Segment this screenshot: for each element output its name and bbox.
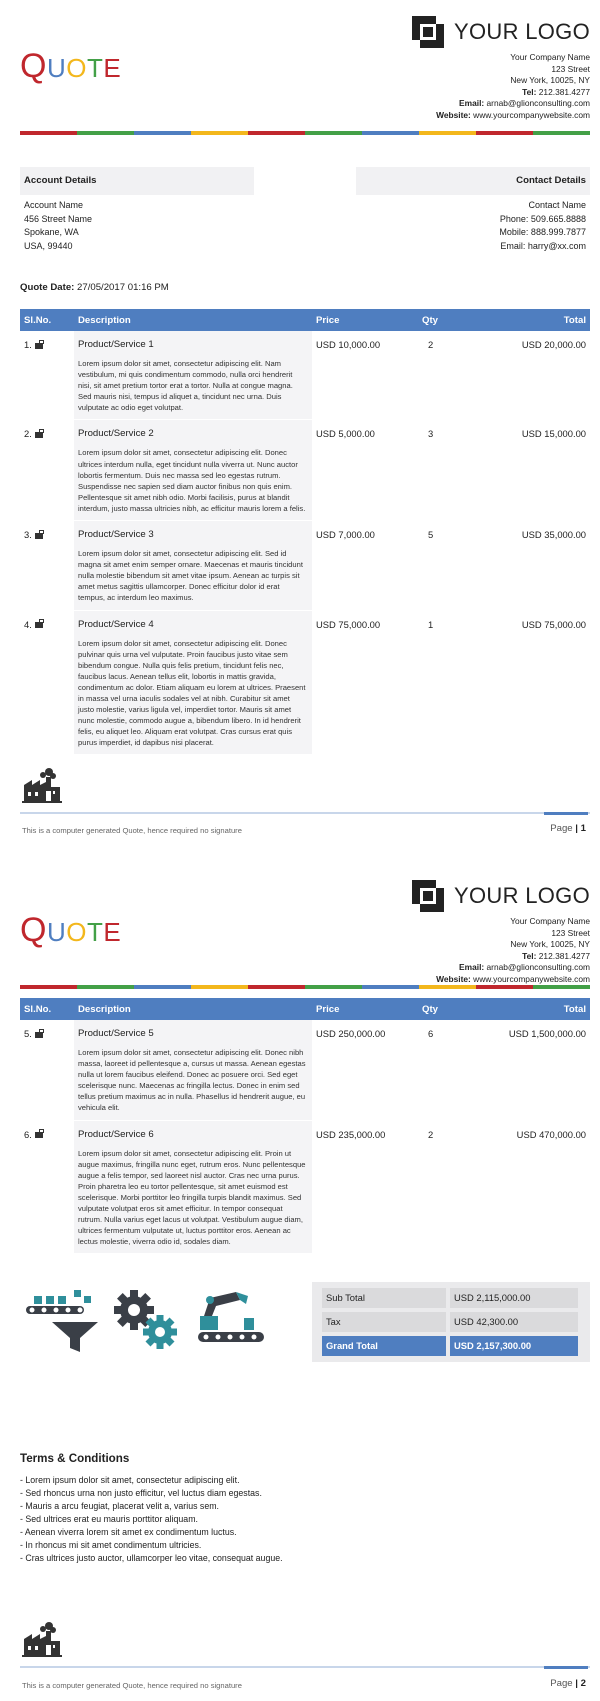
item-text: Lorem ipsum dolor sit amet, consectetur adipiscing elit. Proin ut augue maximus, fringilla nunc eget, rutrum eros. Nunc pellentesque augue a felis tempor, sed laoreet nisl auctor. Cras nec urna purus. Proin pharetra leo eu tortor pellentesque, sit amet euismod est scelerisque. Morbi porttitor leo fringilla turpis blandit maximus. Sed vulputate volutpat eros sit amet efficitur. In tempor consequat rutrum. Nulla varius eget lacus ut volutpat. Vestibulum augue diam, ultrices fermentum vulputate ut, luctus porttitor eros. Aenean ac lectus molestie, viverra odio id, sodales diam. xyxy=(78,1148,306,1247)
subtotal-row xyxy=(322,1288,580,1308)
terms-item: - Sed ultrices erat eu mauris porttitor aliquam. xyxy=(20,1514,198,1524)
table-row xyxy=(20,331,590,420)
company-email: Email: arnab@glionconsulting.com xyxy=(459,962,590,972)
col-total: Total xyxy=(494,998,590,1020)
subtotal-value: USD 2,115,000.00 xyxy=(450,1288,578,1308)
footer-note: This is a computer generated Quote, hence required no signature xyxy=(22,1681,242,1690)
item-name: Product/Service 2 xyxy=(78,428,154,440)
company-city: New York, 10025, NY xyxy=(510,939,590,949)
contact-details xyxy=(356,167,590,253)
company-email: Email: arnab@glionconsulting.com xyxy=(459,98,590,108)
quote-date: Quote Date: 27/05/2017 01:16 PM xyxy=(20,282,169,293)
account-country: USA, 99440 xyxy=(24,240,73,251)
item-total: USD 20,000.00 xyxy=(494,331,590,420)
contact-phone: Phone: 509.665.8888 xyxy=(499,213,586,224)
quote-title-letter: T xyxy=(86,53,104,83)
color-divider-segment xyxy=(20,985,77,989)
item-price: USD 5,000.00 xyxy=(312,420,418,521)
account-name: Account Name xyxy=(24,200,84,210)
table-header-row xyxy=(20,309,590,331)
contact-mobile: Mobile: 888.999.7877 xyxy=(499,227,586,237)
account-details xyxy=(20,167,254,253)
company-street: 123 Street xyxy=(551,63,590,74)
factory-icon xyxy=(22,767,62,803)
company-logo xyxy=(410,14,590,50)
footer-note: This is a computer generated Quote, hence required no signature xyxy=(22,826,242,835)
item-text: Lorem ipsum dolor sit amet, consectetur adipiscing elit. Sed id magna sit amet enim semper ornare. Maecenas et mauris tincidunt nulla molestie bibendum sit amet vitae ipsum. Aenean ac turpis sit amet metus sagittis ullamcorper. Donec efficitur dolor id erat tempus, ac interdum leo maximus. xyxy=(78,549,303,603)
company-logo xyxy=(410,878,590,914)
item-description xyxy=(74,521,312,610)
tax-label: Tax xyxy=(322,1312,446,1332)
color-divider-segment xyxy=(191,131,248,135)
item-name: Product/Service 4 xyxy=(78,618,154,630)
item-name: Product/Service 5 xyxy=(78,1028,154,1039)
terms-conditions xyxy=(20,1452,580,1565)
color-divider xyxy=(20,985,590,989)
quote-title-letter: Q xyxy=(20,911,47,949)
color-divider-segment xyxy=(248,131,305,135)
item-price: USD 75,000.00 xyxy=(312,610,418,755)
briefcase-icon xyxy=(35,622,43,628)
terms-item: - In rhoncus mi sit amet condimentum ultricies. xyxy=(20,1540,202,1550)
item-total: USD 1,500,000.00 xyxy=(494,1020,590,1120)
col-description: Description xyxy=(74,998,312,1020)
item-total: USD 35,000.00 xyxy=(494,521,590,610)
color-divider-segment xyxy=(362,985,419,989)
color-divider-segment xyxy=(305,131,362,135)
contact-name: Contact Name xyxy=(528,200,586,210)
item-description xyxy=(74,610,312,755)
account-street: 456 Street Name xyxy=(24,213,93,224)
item-description xyxy=(74,420,312,521)
item-name: Product/Service 6 xyxy=(78,1128,154,1140)
color-divider xyxy=(20,131,590,135)
color-divider-segment xyxy=(362,131,419,135)
page-number: Page | 2 xyxy=(550,1678,586,1689)
item-text: Lorem ipsum dolor sit amet, consectetur adipiscing elit. Donec pulvinar quis urna vel vulputate. Proin faucibus justo vitae sem bibendum congue. Nulla quis felis pretium, tincidunt felis nec, faucibus lacus. Aenean tellus elit, lobortis in mattis gravida, condimentum ac dolor. Etiam aliquam eu lorem at ultrices. Praesent in massa vel urna iaculis sodales vel at nibh. Curabitur sit amet justo molestie, varius ligula vel, imperdiet tortor. Mauris sit amet nunc molestie, commodo augue a, bibendum libero. In id hendrerit felis, eu aliquet leo. Aliquam erat volutpat. Cras cursus erat quis purus imperdiet, id dapibus nisi placerat. xyxy=(78,638,306,748)
item-qty: 1 xyxy=(418,610,494,755)
col-total: Total xyxy=(494,309,590,331)
color-divider-segment xyxy=(134,131,191,135)
terms-item: - Aenean viverra lorem sit amet ex condimentum luctus. xyxy=(20,1527,237,1537)
account-details-lines xyxy=(20,195,254,253)
terms-list xyxy=(20,1474,580,1565)
item-sl: 2. xyxy=(20,420,74,521)
color-divider-segment xyxy=(419,985,476,989)
logo-mark-icon xyxy=(410,14,446,50)
logo-mark-icon xyxy=(410,878,446,914)
footer-line xyxy=(20,812,590,814)
col-sl: Sl.No. xyxy=(20,309,74,331)
col-description: Description xyxy=(74,309,312,331)
footer-page-bar xyxy=(544,812,588,815)
col-qty: Qty xyxy=(418,998,494,1020)
color-divider-segment xyxy=(476,985,533,989)
items-table-page-2 xyxy=(20,998,590,1254)
table-row xyxy=(20,1020,590,1120)
company-name: Your Company Name xyxy=(510,916,590,926)
quote-title-letter: T xyxy=(86,917,104,947)
items-table-page-1 xyxy=(20,309,590,755)
color-divider-segment xyxy=(419,131,476,135)
page-number: Page | 1 xyxy=(550,823,586,834)
color-divider-segment xyxy=(191,985,248,989)
grand-total-value: USD 2,157,300.00 xyxy=(450,1336,578,1356)
item-total: USD 15,000.00 xyxy=(494,420,590,521)
quote-page-1 xyxy=(0,0,600,850)
item-description xyxy=(74,1120,312,1254)
company-name: Your Company Name xyxy=(510,52,590,62)
table-row xyxy=(20,420,590,521)
item-price: USD 250,000.00 xyxy=(312,1020,418,1120)
col-sl: Sl.No. xyxy=(20,998,74,1020)
quote-page-2 xyxy=(0,864,600,1701)
color-divider-segment xyxy=(533,985,590,989)
table-row xyxy=(20,521,590,610)
contact-details-heading: Contact Details xyxy=(356,167,590,195)
item-price: USD 7,000.00 xyxy=(312,521,418,610)
color-divider-segment xyxy=(134,985,191,989)
table-row xyxy=(20,610,590,755)
item-sl: 5. xyxy=(20,1020,74,1120)
table-header-row xyxy=(20,998,590,1020)
subtotal-label: Sub Total xyxy=(322,1288,446,1308)
terms-item: - Mauris a arcu feugiat, placerat velit a, varius sem. xyxy=(20,1501,219,1511)
color-divider-segment xyxy=(77,985,134,989)
item-total: USD 75,000.00 xyxy=(494,610,590,755)
company-website: Website: www.yourcompanywebsite.com xyxy=(436,973,590,984)
color-divider-segment xyxy=(305,985,362,989)
footer-line xyxy=(20,1666,590,1668)
item-description xyxy=(74,1020,312,1120)
col-price: Price xyxy=(312,998,418,1020)
item-name: Product/Service 3 xyxy=(78,529,154,541)
quote-title-letter: O xyxy=(66,53,87,83)
item-price: USD 10,000.00 xyxy=(312,331,418,420)
account-city: Spokane, WA xyxy=(24,227,79,237)
conveyor-funnel-icon xyxy=(24,1288,102,1356)
item-name: Product/Service 1 xyxy=(78,339,154,350)
briefcase-icon xyxy=(35,343,43,349)
item-qty: 3 xyxy=(418,420,494,521)
item-price: USD 235,000.00 xyxy=(312,1120,418,1254)
company-city: New York, 10025, NY xyxy=(510,75,590,85)
color-divider-segment xyxy=(248,985,305,989)
totals-panel xyxy=(312,1282,590,1362)
terms-item: - Sed rhoncus urna non justo efficitur, vel luctus diam egestas. xyxy=(20,1488,262,1498)
tax-row xyxy=(322,1312,580,1332)
company-tel: Tel: 212.381.4277 xyxy=(522,950,590,961)
color-divider-segment xyxy=(20,131,77,135)
grand-total-row xyxy=(322,1336,580,1356)
table-row xyxy=(20,1120,590,1254)
item-qty: 5 xyxy=(418,521,494,610)
item-qty: 2 xyxy=(418,331,494,420)
logo-text: YOUR LOGO xyxy=(454,883,590,908)
company-tel: Tel: 212.381.4277 xyxy=(522,86,590,97)
col-price: Price xyxy=(312,309,418,331)
terms-item: - Cras ultrices justo auctor, ullamcorper leo vitae, consequat augue. xyxy=(20,1553,283,1563)
item-total: USD 470,000.00 xyxy=(494,1120,590,1254)
color-divider-segment xyxy=(533,131,590,135)
tax-value: USD 42,300.00 xyxy=(450,1312,578,1332)
footer-page-bar xyxy=(544,1666,588,1669)
terms-item: - Lorem ipsum dolor sit amet, consectetur adipiscing elit. xyxy=(20,1475,240,1485)
quote-title-letter: E xyxy=(103,53,122,83)
item-text: Lorem ipsum dolor sit amet, consectetur adipiscing elit. Donec ultrices interdum nulla, eget tincidunt nulla viverra ut. Nunc auctor lobortis fermentum. Duis nec massa sed leo egestas rutrum. Suspendisse nec sapien sed diam auctor finibus non quis enim. Pellentesque sit amet nibh odio. Morbi facilisis, purus at blandit interdum, justo massa ultricies nibh, ac efficitur mauris lorem a felis. xyxy=(78,448,306,513)
col-qty: Qty xyxy=(418,309,494,331)
item-description xyxy=(74,331,312,420)
briefcase-icon xyxy=(35,1132,43,1138)
gears-icon xyxy=(112,1288,182,1354)
quote-title xyxy=(20,911,121,950)
contact-email: Email: harry@xx.com xyxy=(500,240,586,251)
item-qty: 2 xyxy=(418,1120,494,1254)
quote-title-letter: U xyxy=(46,917,67,947)
quote-title xyxy=(20,47,121,86)
company-info xyxy=(436,52,590,121)
quote-title-letter: Q xyxy=(20,47,47,85)
robot-arm-icon xyxy=(196,1288,266,1354)
briefcase-icon xyxy=(35,432,43,438)
logo-text: YOUR LOGO xyxy=(454,19,590,44)
quote-title-letter: E xyxy=(103,917,122,947)
item-qty: 6 xyxy=(418,1020,494,1120)
item-sl: 1. xyxy=(20,331,74,420)
briefcase-icon xyxy=(35,533,43,539)
quote-title-letter: U xyxy=(46,53,67,83)
color-divider-segment xyxy=(77,131,134,135)
item-sl: 3. xyxy=(20,521,74,610)
company-info xyxy=(436,916,590,985)
item-sl: 6. xyxy=(20,1120,74,1254)
factory-icon xyxy=(22,1621,62,1657)
item-text: Lorem ipsum dolor sit amet, consectetur adipiscing elit. Nam vestibulum, mi quis condimentum commodo, nulla orci hendrerit nisi, sit amet pretium tortor erat a tortor. Nulla at congue magna. Sed mauris nisi, tempus id aliquet a, tincidunt nec urna. Duis vulputate ac odio eget volutpat. xyxy=(78,359,293,413)
account-details-heading: Account Details xyxy=(20,167,254,195)
color-divider-segment xyxy=(476,131,533,135)
terms-title: Terms & Conditions xyxy=(20,1452,130,1465)
grand-total-label: Grand Total xyxy=(322,1336,446,1356)
quote-title-letter: O xyxy=(66,917,87,947)
company-street: 123 Street xyxy=(551,927,590,938)
item-sl: 4. xyxy=(20,610,74,755)
company-website: Website: www.yourcompanywebsite.com xyxy=(436,109,590,120)
briefcase-icon xyxy=(35,1032,43,1038)
contact-details-lines xyxy=(356,195,590,253)
item-text: Lorem ipsum dolor sit amet, consectetur adipiscing elit. Donec nibh massa, laoreet id pellentesque a, cursus ut massa. Aenean egestas nulla ut lorem faucibus eleifend. Donec ac posuere orci. Sed eget scelerisque nunc. Maecenas ac fringilla lectus. Donec in enim sed tellus pretium maximus ac in nulla. Phasellus id hendrerit augue, eu vehicula elit. xyxy=(78,1048,306,1113)
